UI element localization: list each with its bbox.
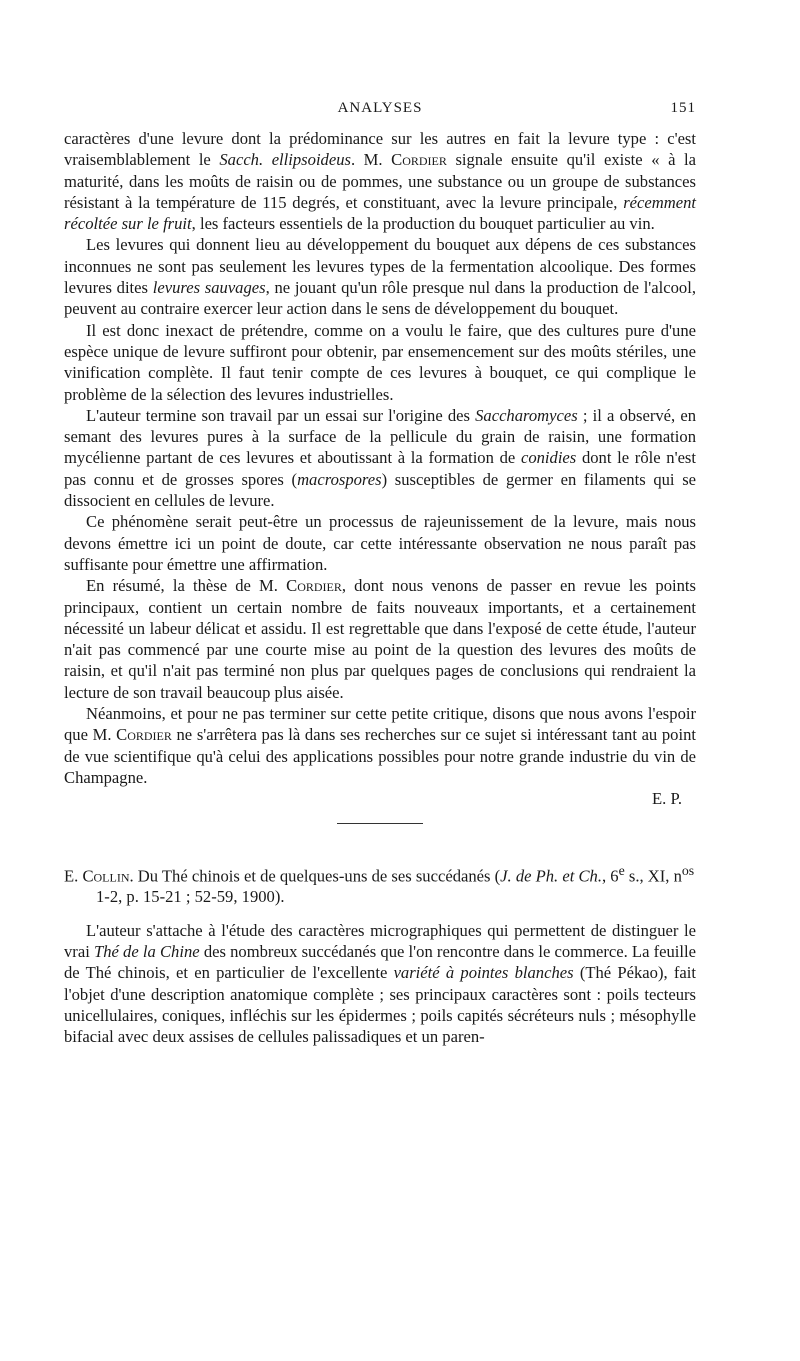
paragraph [64,920,696,1048]
paragraph [64,234,696,319]
superscript: e [618,862,625,878]
citation-text: , 6 [602,866,619,886]
text-run: , les facteurs essentiels de la production du bouquet particulier au vin. [191,214,655,234]
italic-term: macrospores [297,469,382,489]
running-header [64,100,696,122]
italic-phrase: récemment récoltée sur le fruit [64,192,696,234]
text-run: En résumé, la thèse de M. [86,576,287,596]
paragraph [64,405,696,511]
page [64,100,696,1047]
text-run: , dont nous venons de passer en revue les points principaux, contient un certain nombre de faits nouveaux importants, et a certainement nécessité un labeur délicat et assidu. Il est regrettable que dans l'exposé de cette étude, l'auteur n'ait pas commencé par une courte mise au point de la question des levures des moûts de raisin, et qu'il n'ait pas terminé non plus par quelques pages de conclusions qui rendraient la lecture de son travail beaucoup plus aisée. [64,576,696,702]
review-heading [64,860,696,908]
italic-term: variété à pointes blanches [393,963,574,983]
text-run: ; il a observé, en semant des levures pures à la surface de la pellicule du grain de raisin, une formation mycélienne partant de ces levures et aboutissant à la formation de [64,405,696,468]
citation-text: 1-2, p. 15-21 ; 52-59, 1900). [96,887,285,907]
author-name: Cordier [116,725,172,745]
text-run: ) susceptibles de germer en filaments qui se dissocient en cellules de levure. [64,469,697,511]
section-divider [337,823,423,824]
author-name: Cordier [286,576,342,596]
italic-term: conidies [520,448,577,468]
text-run: ne s'arrêtera pas là dans ses recherches sur ce sujet si intéressant tant au point de vue scientifique qu'à celui des applications possibles pour notre grande industrie du vin de Champagne. [64,725,696,787]
text-run: , ne jouant qu'un rôle presque nul dans la production de l'alcool, peuvent au contraire exercer leur action dans le sens de développement du bouquet. [64,278,696,319]
text-run: (Thé Pékao), fait l'objet d'une description anatomique complète ; ses principaux caractères sont : poils tecteurs unicellulaires, coniques, infléchis sur les épidermes ; poils capités sécréteurs nuls ; mésophylle bifacial avec deux assises de cellules palissadiques et un paren- [64,963,696,1047]
citation-text: s., XI, n [624,866,682,886]
italic-term: levures sauvages [152,278,266,298]
paragraph: Ce phénomène serait peut-être un processus de rajeunissement de la levure, mais nous devons émettre ici un point de doute, car cette intéressante observation ne nous paraît pas suffisante pour émettre une affirmation. [64,512,696,574]
author-name: Cordier [391,150,447,170]
italic-term: Thé de la Chine [93,941,200,961]
italic-term: Saccharomyces [475,405,578,425]
journal-abbrev: J. de Ph. et Ch. [500,866,602,886]
title-text: . Du Thé chinois et de quelques-uns de ses succédanés ( [129,866,501,886]
text-run: Néanmoins, et pour ne pas terminer sur cette petite critique, disons que nous avons l'espoir que M. [64,704,696,745]
author-initial: E. [64,866,83,886]
paragraph: Il est donc inexact de prétendre, comme on a voulu le faire, que des cultures pure d'une espèce unique de levure suffiront pour obtenir, par ensemencement sur des moûts stériles, une vinification complète. Il faut tenir compte de ces levures à bouquet, ce qui complique le problème de la sélection des levures industrielles. [64,320,696,404]
page-number: 151 [670,100,696,116]
text-run: dont le rôle n'est pas connu et de grosses spores ( [64,448,697,489]
paragraph [64,703,696,788]
superscript: os [681,862,695,878]
text-run: . M. [350,150,392,170]
text-run: L'auteur termine son travail par un essai sur l'origine des [86,405,476,425]
paragraph [64,128,696,234]
text-run: des nombreux succédanés que l'on rencontre dans le commerce. La feuille de Thé chinois, et en particulier de l'excellente [64,941,696,983]
running-title: ANALYSES [337,100,423,116]
review-cordier [64,128,696,1047]
text-run: Les levures qui donnent lieu au développement du bouquet aux dépens de ces substances inconnues ne sont pas seulement les levures types de la fermentation alcoolique. Des formes levures dites [64,235,696,298]
text-run: caractères d'une levure dont la prédominance sur les autres en fait la levure type : c'est vraisemblablement le [64,129,696,170]
text-run: signale ensuite qu'il existe « à la maturité, dans les moûts de raisin ou de pommes, une substance ou un groupe de substances résistant à la température de 115 degrés, et constituant, avec la levure principale, [64,150,696,212]
author-name: Collin [82,866,130,886]
text-run: L'auteur s'attache à l'étude des caractères micrographiques qui permettent de distinguer le vrai [64,920,696,961]
review-collin [64,920,696,1048]
italic-term: Sacch. ellipsoideus [219,150,351,170]
paragraph [64,575,696,703]
reviewer-signature: E. P. [652,789,682,809]
